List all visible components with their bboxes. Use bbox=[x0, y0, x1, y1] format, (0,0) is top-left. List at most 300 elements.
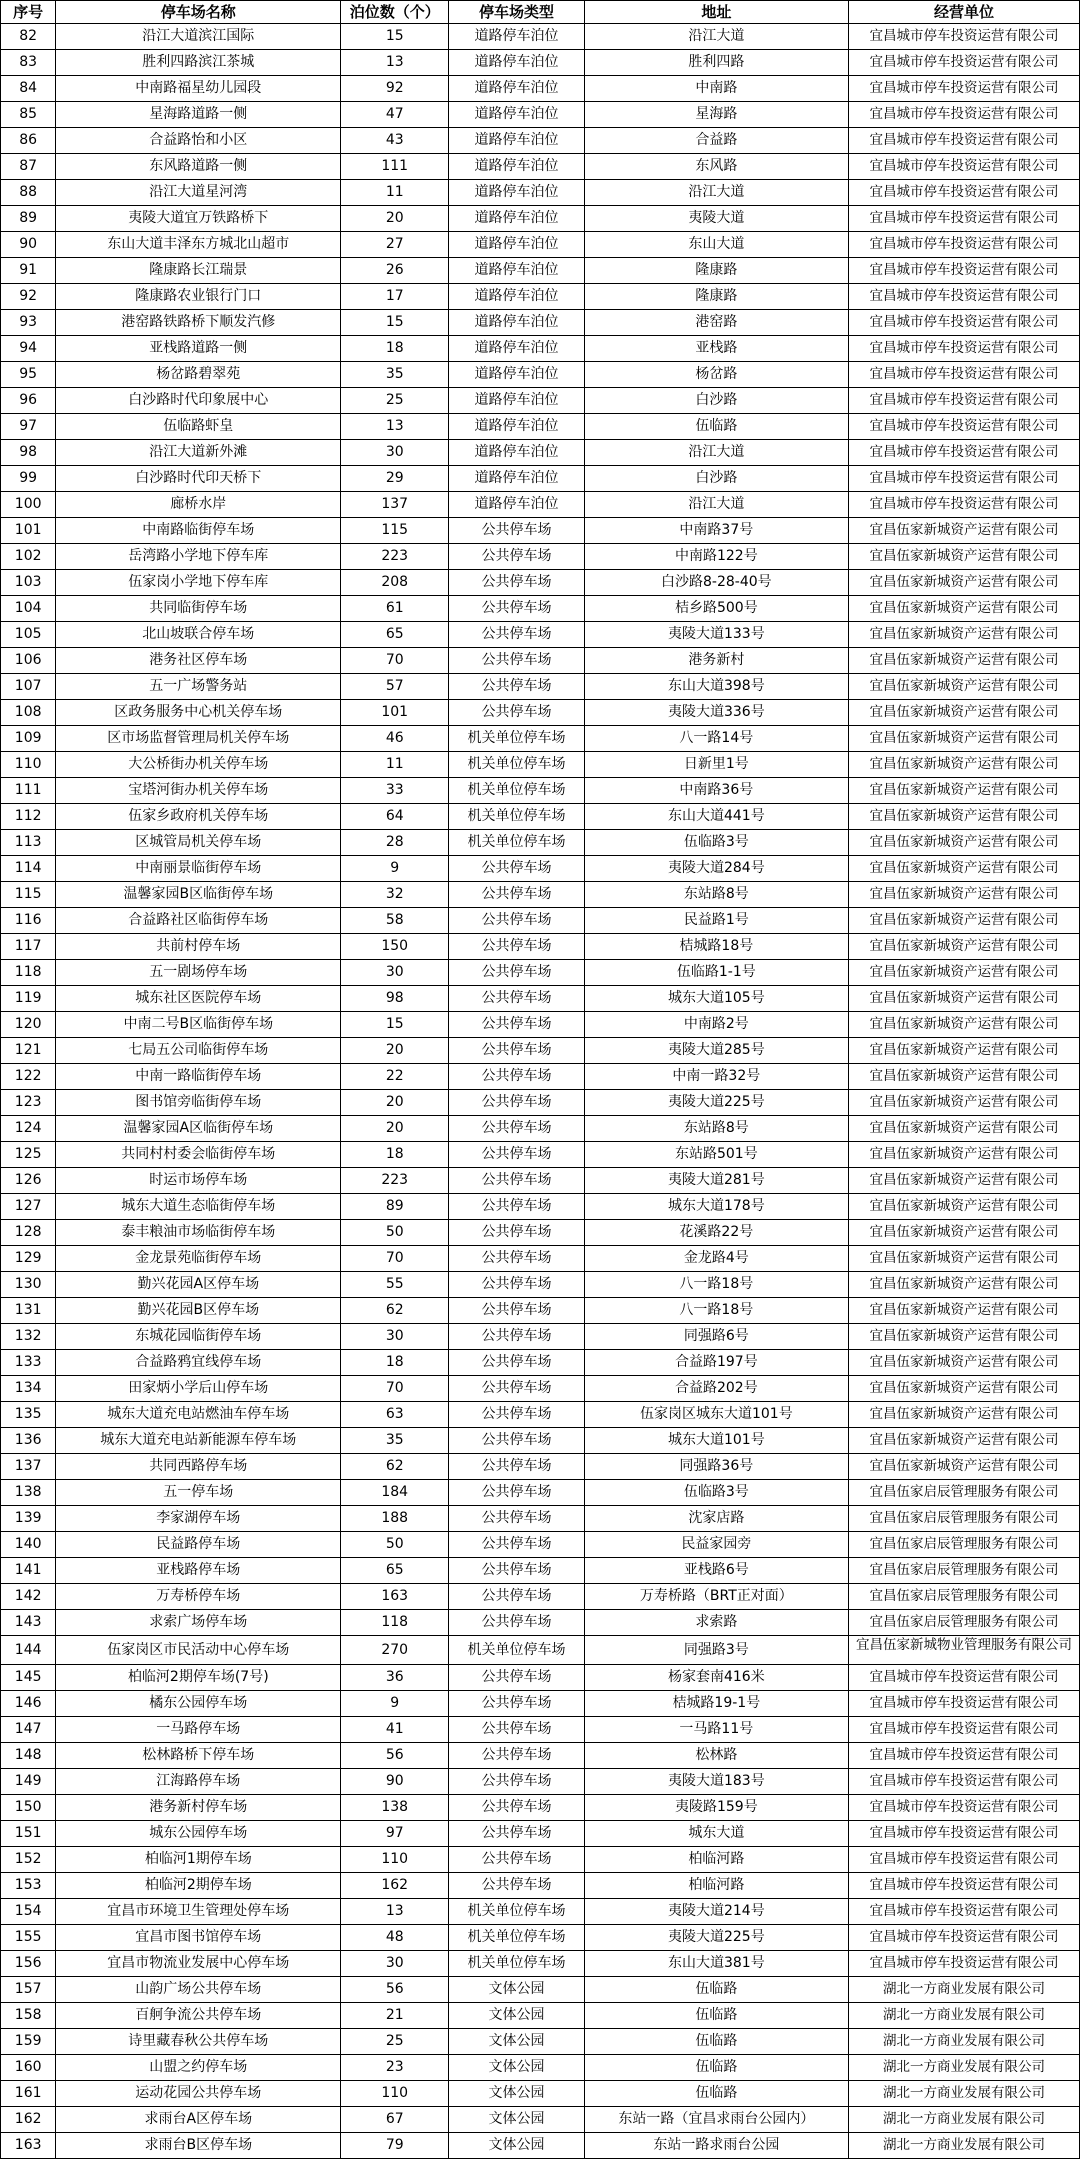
cell-index: 94 bbox=[1, 336, 56, 362]
cell-lot-name: 万寿桥停车场 bbox=[56, 1584, 341, 1610]
cell-index: 149 bbox=[1, 1769, 56, 1795]
table-row bbox=[1, 648, 1080, 674]
cell-index: 133 bbox=[1, 1350, 56, 1376]
cell-lot-type: 公共停车场 bbox=[449, 986, 585, 1012]
cell-lot-type: 公共停车场 bbox=[449, 1506, 585, 1532]
cell-lot-name: 百舸争流公共停车场 bbox=[56, 2003, 341, 2029]
cell-address: 伍临路3号 bbox=[584, 1480, 848, 1506]
cell-address: 伍临路3号 bbox=[584, 830, 848, 856]
header-index: 序号 bbox=[1, 1, 56, 24]
cell-spaces: 11 bbox=[341, 752, 449, 778]
cell-operator: 宜昌伍家新城资产运营有限公司 bbox=[848, 674, 1079, 700]
cell-operator: 宜昌城市停车投资运营有限公司 bbox=[848, 154, 1079, 180]
cell-lot-name: 民益路停车场 bbox=[56, 1532, 341, 1558]
cell-address: 中南路2号 bbox=[584, 1012, 848, 1038]
cell-address: 中南路36号 bbox=[584, 778, 848, 804]
cell-lot-type: 道路停车泊位 bbox=[449, 24, 585, 50]
table-row bbox=[1, 1743, 1080, 1769]
cell-lot-type: 道路停车泊位 bbox=[449, 466, 585, 492]
cell-address: 合益路197号 bbox=[584, 1350, 848, 1376]
cell-index: 151 bbox=[1, 1821, 56, 1847]
table-row bbox=[1, 1610, 1080, 1636]
cell-lot-type: 公共停车场 bbox=[449, 1691, 585, 1717]
cell-index: 85 bbox=[1, 102, 56, 128]
cell-index: 146 bbox=[1, 1691, 56, 1717]
cell-index: 131 bbox=[1, 1298, 56, 1324]
cell-index: 83 bbox=[1, 50, 56, 76]
cell-lot-type: 机关单位停车场 bbox=[449, 726, 585, 752]
table-row bbox=[1, 1402, 1080, 1428]
cell-operator: 宜昌伍家新城资产运营有限公司 bbox=[848, 934, 1079, 960]
cell-index: 118 bbox=[1, 960, 56, 986]
cell-address: 杨岔路 bbox=[584, 362, 848, 388]
cell-lot-type: 公共停车场 bbox=[449, 1717, 585, 1743]
cell-lot-name: 白沙路时代印天桥下 bbox=[56, 466, 341, 492]
cell-operator: 宜昌伍家新城资产运营有限公司 bbox=[848, 648, 1079, 674]
table-row bbox=[1, 1350, 1080, 1376]
table-row bbox=[1, 1064, 1080, 1090]
cell-index: 161 bbox=[1, 2081, 56, 2107]
cell-lot-type: 公共停车场 bbox=[449, 1012, 585, 1038]
cell-lot-type: 公共停车场 bbox=[449, 908, 585, 934]
cell-lot-type: 公共停车场 bbox=[449, 1558, 585, 1584]
cell-operator: 宜昌城市停车投资运营有限公司 bbox=[848, 1691, 1079, 1717]
cell-address: 伍临路 bbox=[584, 2055, 848, 2081]
cell-index: 142 bbox=[1, 1584, 56, 1610]
cell-spaces: 65 bbox=[341, 622, 449, 648]
cell-lot-type: 机关单位停车场 bbox=[449, 1899, 585, 1925]
cell-spaces: 184 bbox=[341, 1480, 449, 1506]
cell-lot-type: 公共停车场 bbox=[449, 1142, 585, 1168]
cell-lot-type: 道路停车泊位 bbox=[449, 258, 585, 284]
table-row bbox=[1, 856, 1080, 882]
cell-index: 139 bbox=[1, 1506, 56, 1532]
cell-spaces: 98 bbox=[341, 986, 449, 1012]
cell-operator: 宜昌伍家新城资产运营有限公司 bbox=[848, 544, 1079, 570]
cell-lot-name: 山盟之约停车场 bbox=[56, 2055, 341, 2081]
cell-lot-name: 合益路社区临街停车场 bbox=[56, 908, 341, 934]
cell-operator: 宜昌伍家新城资产运营有限公司 bbox=[848, 1220, 1079, 1246]
cell-lot-name: 共前村停车场 bbox=[56, 934, 341, 960]
cell-address: 中南路122号 bbox=[584, 544, 848, 570]
cell-lot-type: 文体公园 bbox=[449, 2081, 585, 2107]
cell-spaces: 18 bbox=[341, 336, 449, 362]
cell-address: 城东大道178号 bbox=[584, 1194, 848, 1220]
table-row bbox=[1, 388, 1080, 414]
cell-lot-name: 伍家岗小学地下停车库 bbox=[56, 570, 341, 596]
cell-lot-type: 公共停车场 bbox=[449, 1769, 585, 1795]
cell-lot-name: 城东社区医院停车场 bbox=[56, 986, 341, 1012]
cell-spaces: 35 bbox=[341, 1428, 449, 1454]
cell-spaces: 28 bbox=[341, 830, 449, 856]
cell-address: 夷陵路159号 bbox=[584, 1795, 848, 1821]
cell-address: 民益家园旁 bbox=[584, 1532, 848, 1558]
table-row bbox=[1, 414, 1080, 440]
cell-address: 沿江大道 bbox=[584, 180, 848, 206]
cell-lot-type: 公共停车场 bbox=[449, 1324, 585, 1350]
cell-lot-name: 隆康路农业银行门口 bbox=[56, 284, 341, 310]
cell-spaces: 137 bbox=[341, 492, 449, 518]
cell-operator: 宜昌伍家新城资产运营有限公司 bbox=[848, 882, 1079, 908]
cell-spaces: 223 bbox=[341, 1168, 449, 1194]
cell-lot-type: 公共停车场 bbox=[449, 1376, 585, 1402]
cell-lot-type: 公共停车场 bbox=[449, 934, 585, 960]
cell-lot-name: 中南路福星幼儿园段 bbox=[56, 76, 341, 102]
cell-spaces: 56 bbox=[341, 1977, 449, 2003]
cell-operator: 宜昌城市停车投资运营有限公司 bbox=[848, 1743, 1079, 1769]
cell-operator: 宜昌城市停车投资运营有限公司 bbox=[848, 1847, 1079, 1873]
cell-spaces: 70 bbox=[341, 1376, 449, 1402]
table-row bbox=[1, 128, 1080, 154]
cell-spaces: 90 bbox=[341, 1769, 449, 1795]
cell-operator: 宜昌伍家新城资产运营有限公司 bbox=[848, 856, 1079, 882]
cell-index: 117 bbox=[1, 934, 56, 960]
table-row bbox=[1, 1038, 1080, 1064]
cell-operator: 宜昌伍家新城资产运营有限公司 bbox=[848, 1142, 1079, 1168]
cell-lot-type: 道路停车泊位 bbox=[449, 232, 585, 258]
cell-address: 伍临路 bbox=[584, 2081, 848, 2107]
cell-spaces: 89 bbox=[341, 1194, 449, 1220]
cell-address: 柏临河路 bbox=[584, 1847, 848, 1873]
cell-index: 122 bbox=[1, 1064, 56, 1090]
cell-operator: 宜昌伍家新城资产运营有限公司 bbox=[848, 1064, 1079, 1090]
table-row bbox=[1, 1168, 1080, 1194]
table-row bbox=[1, 674, 1080, 700]
cell-spaces: 55 bbox=[341, 1272, 449, 1298]
cell-operator: 宜昌伍家新城资产运营有限公司 bbox=[848, 1324, 1079, 1350]
table-row bbox=[1, 1116, 1080, 1142]
cell-lot-type: 公共停车场 bbox=[449, 1821, 585, 1847]
cell-index: 91 bbox=[1, 258, 56, 284]
cell-operator: 宜昌伍家启辰管理服务有限公司 bbox=[848, 1584, 1079, 1610]
cell-index: 102 bbox=[1, 544, 56, 570]
cell-index: 116 bbox=[1, 908, 56, 934]
table-row bbox=[1, 518, 1080, 544]
cell-operator: 宜昌伍家新城资产运营有限公司 bbox=[848, 778, 1079, 804]
cell-address: 夷陵大道 bbox=[584, 206, 848, 232]
cell-index: 143 bbox=[1, 1610, 56, 1636]
cell-address: 星海路 bbox=[584, 102, 848, 128]
cell-index: 152 bbox=[1, 1847, 56, 1873]
cell-lot-name: 中南一路临街停车场 bbox=[56, 1064, 341, 1090]
cell-operator: 宜昌伍家新城资产运营有限公司 bbox=[848, 960, 1079, 986]
cell-lot-type: 公共停车场 bbox=[449, 1298, 585, 1324]
cell-lot-type: 公共停车场 bbox=[449, 1350, 585, 1376]
cell-index: 153 bbox=[1, 1873, 56, 1899]
cell-operator: 宜昌伍家新城资产运营有限公司 bbox=[848, 570, 1079, 596]
cell-address: 隆康路 bbox=[584, 258, 848, 284]
cell-address: 合益路202号 bbox=[584, 1376, 848, 1402]
cell-spaces: 50 bbox=[341, 1532, 449, 1558]
cell-operator: 湖北一方商业发展有限公司 bbox=[848, 2055, 1079, 2081]
table-row bbox=[1, 830, 1080, 856]
table-row bbox=[1, 24, 1080, 50]
cell-lot-type: 公共停车场 bbox=[449, 518, 585, 544]
cell-address: 港窑路 bbox=[584, 310, 848, 336]
table-row bbox=[1, 1821, 1080, 1847]
cell-index: 114 bbox=[1, 856, 56, 882]
cell-index: 82 bbox=[1, 24, 56, 50]
header-row bbox=[1, 1, 1080, 24]
table-row bbox=[1, 908, 1080, 934]
cell-index: 113 bbox=[1, 830, 56, 856]
cell-operator: 宜昌城市停车投资运营有限公司 bbox=[848, 258, 1079, 284]
cell-index: 119 bbox=[1, 986, 56, 1012]
cell-address: 东山大道381号 bbox=[584, 1951, 848, 1977]
cell-index: 106 bbox=[1, 648, 56, 674]
cell-lot-name: 大公桥街办机关停车场 bbox=[56, 752, 341, 778]
cell-spaces: 57 bbox=[341, 674, 449, 700]
table-row bbox=[1, 726, 1080, 752]
cell-address: 东站路501号 bbox=[584, 1142, 848, 1168]
cell-address: 求索路 bbox=[584, 1610, 848, 1636]
cell-index: 128 bbox=[1, 1220, 56, 1246]
cell-address: 桔城路19-1号 bbox=[584, 1691, 848, 1717]
table-row bbox=[1, 934, 1080, 960]
cell-lot-type: 公共停车场 bbox=[449, 1795, 585, 1821]
cell-lot-type: 文体公园 bbox=[449, 2107, 585, 2133]
cell-lot-name: 求雨台A区停车场 bbox=[56, 2107, 341, 2133]
cell-lot-name: 共同西路停车场 bbox=[56, 1454, 341, 1480]
cell-index: 100 bbox=[1, 492, 56, 518]
cell-index: 86 bbox=[1, 128, 56, 154]
cell-lot-name: 田家炳小学后山停车场 bbox=[56, 1376, 341, 1402]
table-row bbox=[1, 232, 1080, 258]
cell-spaces: 111 bbox=[341, 154, 449, 180]
cell-index: 136 bbox=[1, 1428, 56, 1454]
cell-lot-type: 公共停车场 bbox=[449, 856, 585, 882]
cell-spaces: 20 bbox=[341, 206, 449, 232]
cell-address: 杨家套南416米 bbox=[584, 1665, 848, 1691]
cell-operator: 宜昌伍家新城资产运营有限公司 bbox=[848, 726, 1079, 752]
cell-spaces: 56 bbox=[341, 1743, 449, 1769]
table-row bbox=[1, 102, 1080, 128]
cell-lot-type: 公共停车场 bbox=[449, 882, 585, 908]
cell-address: 桔城路18号 bbox=[584, 934, 848, 960]
cell-operator: 宜昌伍家新城资产运营有限公司 bbox=[848, 1246, 1079, 1272]
cell-address: 东站路8号 bbox=[584, 882, 848, 908]
cell-lot-type: 公共停车场 bbox=[449, 1194, 585, 1220]
cell-address: 八一路18号 bbox=[584, 1298, 848, 1324]
cell-lot-name: 宜昌市环境卫生管理处停车场 bbox=[56, 1899, 341, 1925]
cell-address: 伍临路 bbox=[584, 414, 848, 440]
table-row bbox=[1, 1691, 1080, 1717]
cell-spaces: 62 bbox=[341, 1298, 449, 1324]
table-row bbox=[1, 1220, 1080, 1246]
table-row bbox=[1, 1428, 1080, 1454]
cell-address: 八一路14号 bbox=[584, 726, 848, 752]
table-row bbox=[1, 362, 1080, 388]
table-row bbox=[1, 1532, 1080, 1558]
cell-lot-name: 柏临河1期停车场 bbox=[56, 1847, 341, 1873]
cell-lot-name: 五一剧场停车场 bbox=[56, 960, 341, 986]
table-row bbox=[1, 1298, 1080, 1324]
cell-operator: 宜昌城市停车投资运营有限公司 bbox=[848, 1665, 1079, 1691]
cell-spaces: 9 bbox=[341, 856, 449, 882]
table-row bbox=[1, 1977, 1080, 2003]
cell-index: 138 bbox=[1, 1480, 56, 1506]
table-row bbox=[1, 2081, 1080, 2107]
cell-lot-name: 沿江大道滨江国际 bbox=[56, 24, 341, 50]
cell-lot-name: 廊桥水岸 bbox=[56, 492, 341, 518]
cell-address: 伍临路1-1号 bbox=[584, 960, 848, 986]
cell-address: 胜利四路 bbox=[584, 50, 848, 76]
cell-operator: 宜昌城市停车投资运营有限公司 bbox=[848, 388, 1079, 414]
table-row bbox=[1, 2003, 1080, 2029]
cell-index: 104 bbox=[1, 596, 56, 622]
cell-lot-name: 区市场监督管理局机关停车场 bbox=[56, 726, 341, 752]
cell-address: 同强路3号 bbox=[584, 1636, 848, 1665]
cell-lot-name: 宜昌市图书馆停车场 bbox=[56, 1925, 341, 1951]
cell-index: 144 bbox=[1, 1636, 56, 1665]
cell-lot-type: 文体公园 bbox=[449, 2055, 585, 2081]
cell-operator: 宜昌伍家新城资产运营有限公司 bbox=[848, 1168, 1079, 1194]
cell-index: 115 bbox=[1, 882, 56, 908]
cell-spaces: 13 bbox=[341, 1899, 449, 1925]
cell-lot-name: 港务社区停车场 bbox=[56, 648, 341, 674]
cell-operator: 宜昌城市停车投资运营有限公司 bbox=[848, 1769, 1079, 1795]
cell-lot-type: 公共停车场 bbox=[449, 1220, 585, 1246]
cell-spaces: 64 bbox=[341, 804, 449, 830]
cell-lot-type: 公共停车场 bbox=[449, 596, 585, 622]
table-row bbox=[1, 596, 1080, 622]
cell-lot-name: 求雨台B区停车场 bbox=[56, 2133, 341, 2159]
cell-index: 110 bbox=[1, 752, 56, 778]
cell-lot-type: 公共停车场 bbox=[449, 1038, 585, 1064]
cell-index: 89 bbox=[1, 206, 56, 232]
cell-operator: 湖北一方商业发展有限公司 bbox=[848, 2003, 1079, 2029]
table-row bbox=[1, 1665, 1080, 1691]
cell-spaces: 15 bbox=[341, 310, 449, 336]
cell-lot-type: 公共停车场 bbox=[449, 1665, 585, 1691]
table-row bbox=[1, 154, 1080, 180]
cell-spaces: 92 bbox=[341, 76, 449, 102]
cell-address: 万寿桥路（BRT正对面） bbox=[584, 1584, 848, 1610]
cell-operator: 宜昌城市停车投资运营有限公司 bbox=[848, 1821, 1079, 1847]
cell-address: 夷陵大道214号 bbox=[584, 1899, 848, 1925]
cell-spaces: 30 bbox=[341, 1324, 449, 1350]
cell-address: 伍临路 bbox=[584, 1977, 848, 2003]
cell-lot-type: 道路停车泊位 bbox=[449, 50, 585, 76]
cell-spaces: 63 bbox=[341, 1402, 449, 1428]
table-row bbox=[1, 960, 1080, 986]
cell-index: 148 bbox=[1, 1743, 56, 1769]
cell-lot-name: 合益路鸦宜线停车场 bbox=[56, 1350, 341, 1376]
table-row bbox=[1, 622, 1080, 648]
cell-address: 东山大道 bbox=[584, 232, 848, 258]
cell-lot-type: 机关单位停车场 bbox=[449, 1636, 585, 1665]
cell-lot-name: 柏临河2期停车场(7号) bbox=[56, 1665, 341, 1691]
cell-spaces: 9 bbox=[341, 1691, 449, 1717]
cell-operator: 宜昌伍家启辰管理服务有限公司 bbox=[848, 1506, 1079, 1532]
cell-address: 八一路18号 bbox=[584, 1272, 848, 1298]
table-row bbox=[1, 180, 1080, 206]
cell-lot-name: 杨岔路碧翠苑 bbox=[56, 362, 341, 388]
cell-index: 130 bbox=[1, 1272, 56, 1298]
cell-spaces: 15 bbox=[341, 24, 449, 50]
cell-spaces: 32 bbox=[341, 882, 449, 908]
table-row bbox=[1, 804, 1080, 830]
header-spaces: 泊位数（个） bbox=[341, 1, 449, 24]
cell-operator: 宜昌城市停车投资运营有限公司 bbox=[848, 128, 1079, 154]
cell-lot-type: 公共停车场 bbox=[449, 622, 585, 648]
cell-index: 147 bbox=[1, 1717, 56, 1743]
cell-lot-type: 公共停车场 bbox=[449, 648, 585, 674]
cell-address: 合益路 bbox=[584, 128, 848, 154]
cell-address: 中南一路32号 bbox=[584, 1064, 848, 1090]
cell-address: 伍临路 bbox=[584, 2029, 848, 2055]
cell-spaces: 29 bbox=[341, 466, 449, 492]
cell-spaces: 22 bbox=[341, 1064, 449, 1090]
cell-lot-type: 道路停车泊位 bbox=[449, 180, 585, 206]
cell-index: 162 bbox=[1, 2107, 56, 2133]
cell-lot-type: 公共停车场 bbox=[449, 1064, 585, 1090]
cell-index: 111 bbox=[1, 778, 56, 804]
cell-index: 134 bbox=[1, 1376, 56, 1402]
cell-operator: 宜昌伍家新城资产运营有限公司 bbox=[848, 622, 1079, 648]
cell-operator: 宜昌伍家新城资产运营有限公司 bbox=[848, 1272, 1079, 1298]
cell-operator: 宜昌伍家新城资产运营有限公司 bbox=[848, 1116, 1079, 1142]
table-row bbox=[1, 1558, 1080, 1584]
cell-spaces: 163 bbox=[341, 1584, 449, 1610]
cell-spaces: 46 bbox=[341, 726, 449, 752]
table-row bbox=[1, 1194, 1080, 1220]
cell-lot-name: 一马路停车场 bbox=[56, 1717, 341, 1743]
cell-lot-type: 机关单位停车场 bbox=[449, 830, 585, 856]
cell-lot-type: 公共停车场 bbox=[449, 1272, 585, 1298]
cell-spaces: 58 bbox=[341, 908, 449, 934]
cell-operator: 宜昌伍家新城资产运营有限公司 bbox=[848, 1194, 1079, 1220]
cell-lot-name: 沿江大道新外滩 bbox=[56, 440, 341, 466]
cell-operator: 宜昌城市停车投资运营有限公司 bbox=[848, 24, 1079, 50]
cell-spaces: 13 bbox=[341, 50, 449, 76]
cell-address: 沿江大道 bbox=[584, 440, 848, 466]
cell-lot-type: 道路停车泊位 bbox=[449, 154, 585, 180]
cell-spaces: 115 bbox=[341, 518, 449, 544]
cell-address: 夷陵大道225号 bbox=[584, 1925, 848, 1951]
table-row bbox=[1, 284, 1080, 310]
cell-lot-type: 公共停车场 bbox=[449, 1873, 585, 1899]
header-address: 地址 bbox=[584, 1, 848, 24]
cell-lot-name: 五一广场警务站 bbox=[56, 674, 341, 700]
cell-index: 95 bbox=[1, 362, 56, 388]
cell-operator: 宜昌城市停车投资运营有限公司 bbox=[848, 76, 1079, 102]
cell-address: 柏临河路 bbox=[584, 1873, 848, 1899]
cell-lot-type: 道路停车泊位 bbox=[449, 336, 585, 362]
cell-lot-type: 文体公园 bbox=[449, 2029, 585, 2055]
cell-lot-type: 公共停车场 bbox=[449, 1090, 585, 1116]
cell-lot-name: 亚栈路停车场 bbox=[56, 1558, 341, 1584]
table-row bbox=[1, 778, 1080, 804]
cell-lot-name: 区城管局机关停车场 bbox=[56, 830, 341, 856]
cell-address: 白沙路 bbox=[584, 466, 848, 492]
table-row bbox=[1, 440, 1080, 466]
cell-spaces: 70 bbox=[341, 648, 449, 674]
cell-address: 同强路6号 bbox=[584, 1324, 848, 1350]
cell-index: 121 bbox=[1, 1038, 56, 1064]
cell-address: 东站路8号 bbox=[584, 1116, 848, 1142]
cell-lot-type: 公共停车场 bbox=[449, 1532, 585, 1558]
cell-lot-type: 道路停车泊位 bbox=[449, 128, 585, 154]
cell-lot-type: 公共停车场 bbox=[449, 674, 585, 700]
cell-lot-name: 港务新村停车场 bbox=[56, 1795, 341, 1821]
table-row bbox=[1, 1324, 1080, 1350]
cell-operator: 湖北一方商业发展有限公司 bbox=[848, 2029, 1079, 2055]
cell-spaces: 18 bbox=[341, 1142, 449, 1168]
cell-operator: 宜昌伍家新城资产运营有限公司 bbox=[848, 908, 1079, 934]
cell-operator: 宜昌伍家启辰管理服务有限公司 bbox=[848, 1480, 1079, 1506]
cell-operator: 宜昌城市停车投资运营有限公司 bbox=[848, 1795, 1079, 1821]
